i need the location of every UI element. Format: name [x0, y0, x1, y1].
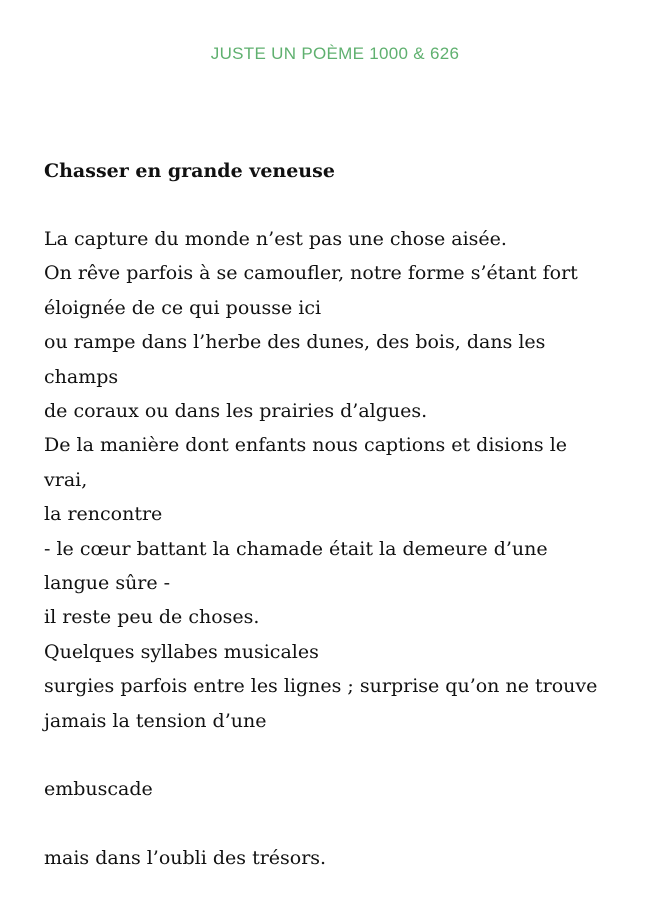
poem-line: il reste peu de choses. [44, 606, 260, 629]
poem-line: mais dans l’oubli des trésors. [44, 847, 327, 870]
poem-line: éloignée de ce qui pousse ici [44, 296, 322, 319]
poem-line: vrai, [44, 468, 88, 491]
stanza-break [44, 738, 634, 772]
poem-line: On rêve parfois à se camoufler, notre forme s’étant fort [44, 262, 578, 285]
poem-line: la rencontre [44, 503, 163, 526]
site-title[interactable]: JUSTE UN POÈME 1000 & 626 [210, 44, 460, 63]
poem-body [44, 222, 634, 876]
poem-line: Quelques syllabes musicales [44, 640, 319, 663]
poem-line: de coraux ou dans les prairies d’algues. [44, 400, 428, 423]
poem-line: De la manière dont enfants nous captions et disions le [44, 434, 568, 457]
poem-line: jamais la tension d’une [44, 709, 267, 732]
poem-line: La capture du monde n’est pas une chose aisée. [44, 228, 507, 250]
poem-line: champs [44, 365, 119, 388]
stanza-break [44, 807, 634, 841]
poem-line: - le cœur battant la chamade était la demeure d’une [44, 537, 548, 560]
poem-line: langue sûre - [44, 572, 171, 595]
poem-line: surgies parfois entre les lignes ; surprise qu’on ne trouve [44, 675, 598, 698]
poem-line: ou rampe dans l’herbe des dunes, des bois, dans les [44, 331, 546, 354]
poem-line: embuscade [44, 778, 153, 801]
poem-title: Chasser en grande veneuse [44, 160, 335, 182]
